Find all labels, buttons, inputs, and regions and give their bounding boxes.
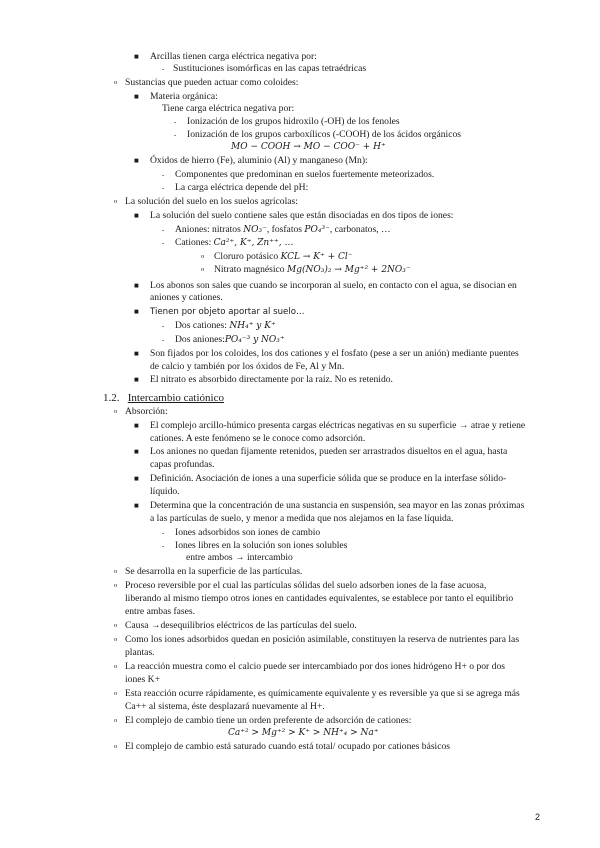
bullet-circle: o	[114, 622, 118, 629]
bullet-square: ■	[134, 211, 139, 220]
bullet-dash: -	[162, 226, 165, 234]
text-line: Los abonos son sales que cuando se incorporan al suelo, en contacto con el agua, se disocian en	[150, 280, 517, 291]
text-line: entre ambas fases.	[125, 606, 196, 617]
text-line: Esta reacción ocurre rápidamente, es químicamente equivalente y es reversible ya que si se agrega más	[125, 688, 520, 699]
bullet-square: ■	[134, 307, 139, 316]
bullet-dash: -	[174, 118, 177, 126]
text-line: La solución del suelo en los suelos agrícolas:	[125, 196, 298, 207]
section-heading: 1.2. Intercambio catiónico	[103, 392, 224, 404]
text-line: Ca++ al sistema, éste desplazará nuevamente al H+.	[125, 701, 325, 712]
bullet-circle: o	[114, 198, 118, 205]
text-line: El complejo de cambio tiene un orden preferente de adsorción de cationes:	[125, 715, 412, 726]
text-line: La carga eléctrica depende del pH:	[175, 182, 309, 193]
text-line: Definición. Asociación de iones a una superficie sólida que se produce en la interfase sólido-	[150, 473, 507, 484]
text-line: Los aniones no quedan fijamente retenidos, pueden ser arrastrados disueltos en el agua, hasta	[150, 446, 508, 457]
bullet-square: ■	[134, 501, 139, 510]
text-line: Iones adsorbidos son iones de cambio	[175, 527, 321, 538]
text-line: cationes. A este fenómeno se le conoce como adsorción.	[150, 433, 366, 444]
bullet-square: ■	[134, 92, 139, 101]
text-line: Sustituciones isomórficas en las capas tetraédricas	[173, 63, 367, 74]
bullet-dash: -	[162, 336, 165, 344]
bullet-dash: -	[162, 529, 165, 537]
text-line: iones K+	[125, 674, 160, 685]
equation: MO − COOH → MO − COO⁻ + H⁺	[231, 142, 386, 152]
text-line: liberando al mismo tiempo otros iones en cantidades equivalentes, se establece por tanto el equilibrio	[125, 593, 514, 604]
text-line: Se desarrolla en la superficie de las partículas.	[125, 566, 303, 577]
bullet-circle: o	[114, 582, 118, 589]
text-line: Tienen por objeto aportar al suelo…	[150, 307, 305, 317]
bullet-square: ■	[134, 375, 139, 384]
text-line: Óxidos de hierro (Fe), aluminio (Al) y manganeso (Mn):	[150, 155, 368, 166]
bullet-circle: o	[114, 568, 118, 575]
text-line: Aniones: nitratos NO₃⁻, fosfatos PO₄³⁻, carbonatos, …	[175, 224, 391, 235]
text-line: Dos cationes: NH₄⁺ y K⁺	[175, 320, 276, 331]
bullet-circle: o	[114, 408, 118, 415]
text-line: a las partículas de suelo, y menor a medida que nos alejamos en la fase líquida.	[150, 513, 454, 524]
bullet-dash: -	[162, 322, 165, 330]
bullet-circle: o	[201, 253, 205, 260]
text-line: de calcio y también por los óxidos de Fe, Al y Mn.	[150, 361, 345, 372]
text-line: El nitrato es absorbido directamente por la raíz. No es retenido.	[150, 374, 393, 385]
bullet-square: ■	[134, 421, 139, 430]
text-line: Determina que la concentración de una sustancia en suspensión, sea mayor en las zonas próximas	[150, 500, 525, 511]
bullet-square: ■	[134, 52, 139, 61]
text-line: Cationes: Ca²⁺, K⁺, Zn⁺⁺, …	[175, 237, 294, 248]
bullet-circle: o	[114, 79, 118, 86]
equation: Ca⁺² > Mg⁺² > K⁺ > NH⁺₄ > Na⁺	[228, 728, 379, 738]
text-line: El complejo de cambio está saturado cuando está total/ ocupado por cationes básicos	[125, 741, 451, 752]
bullet-circle: o	[114, 690, 118, 697]
text-line: Arcillas tienen carga eléctrica negativa por:	[150, 51, 317, 62]
text-line: entre ambos → intercambio	[186, 552, 293, 563]
text-line: La reacción muestra como el calcio puede ser intercambiado por dos iones hidrógeno H+ o por dos	[125, 661, 505, 672]
bullet-dash: -	[162, 171, 165, 179]
text-line: La solución del suelo contiene sales que están disociadas en dos tipos de iones:	[150, 210, 454, 221]
text-line: Sustancias que pueden actuar como coloides:	[125, 77, 299, 88]
text-line: Componentes que predominan en suelos fuertemente meteorizados.	[175, 169, 435, 180]
bullet-circle: o	[114, 636, 118, 643]
text-line: Tiene carga eléctrica negativa por:	[162, 103, 295, 114]
text-line: Absorción:	[125, 406, 168, 417]
text-line: Nitrato magnésico Mg(NO₃)₂ → Mg⁺² + 2NO₃⁻	[214, 264, 411, 275]
text-line: Dos aniones:PO₄⁻³ y NO₃⁺	[175, 334, 285, 345]
page-number: 2	[535, 812, 541, 822]
bullet-square: ■	[134, 447, 139, 456]
text-line: Materia orgánica:	[150, 91, 218, 102]
bullet-circle: o	[114, 663, 118, 670]
text-line: capas profundas.	[150, 459, 215, 470]
text-line: aniones y cationes.	[150, 292, 223, 303]
bullet-square: ■	[134, 281, 139, 290]
text-line: Son fijados por los coloides, los dos cationes y el fosfato (pese a ser un anión) mediante puentes	[150, 348, 519, 359]
text-line: Como los iones adsorbidos quedan en posición asimilable, constituyen la reserva de nutrientes para las	[125, 634, 520, 645]
bullet-circle: o	[201, 266, 205, 273]
text-line: El complejo arcillo-húmico presenta cargas eléctricas negativas en su superficie → atrae y retiene	[150, 420, 526, 431]
text-line: Causa →desequilibrios eléctricos de las partículas del suelo.	[125, 620, 357, 631]
text-line: Cloruro potásico KCL → K⁺ + Cl⁻	[214, 251, 353, 262]
bullet-dash: -	[162, 65, 165, 73]
text-line: líquido.	[150, 486, 180, 497]
bullet-square: ■	[134, 156, 139, 165]
text-line: Ionización de los grupos carboxílicos (-COOH) de los ácidos orgánicos	[187, 129, 461, 140]
bullet-dash: -	[162, 239, 165, 247]
bullet-circle: o	[114, 717, 118, 724]
text-line: Iones libres en la solución son iones solubles	[175, 540, 348, 551]
bullet-square: ■	[134, 474, 139, 483]
bullet-square: ■	[134, 349, 139, 358]
text-line: plantas.	[125, 647, 155, 658]
bullet-dash: -	[174, 131, 177, 139]
bullet-dash: -	[162, 542, 165, 550]
text-line: Proceso reversible por el cual las partículas sólidas del suelo adsorben iones de la fase acuosa,	[125, 580, 487, 591]
bullet-dash: -	[162, 184, 165, 192]
text-line: Ionización de los grupos hidroxilo (-OH) de los fenoles	[187, 116, 400, 127]
bullet-circle: o	[114, 743, 118, 750]
